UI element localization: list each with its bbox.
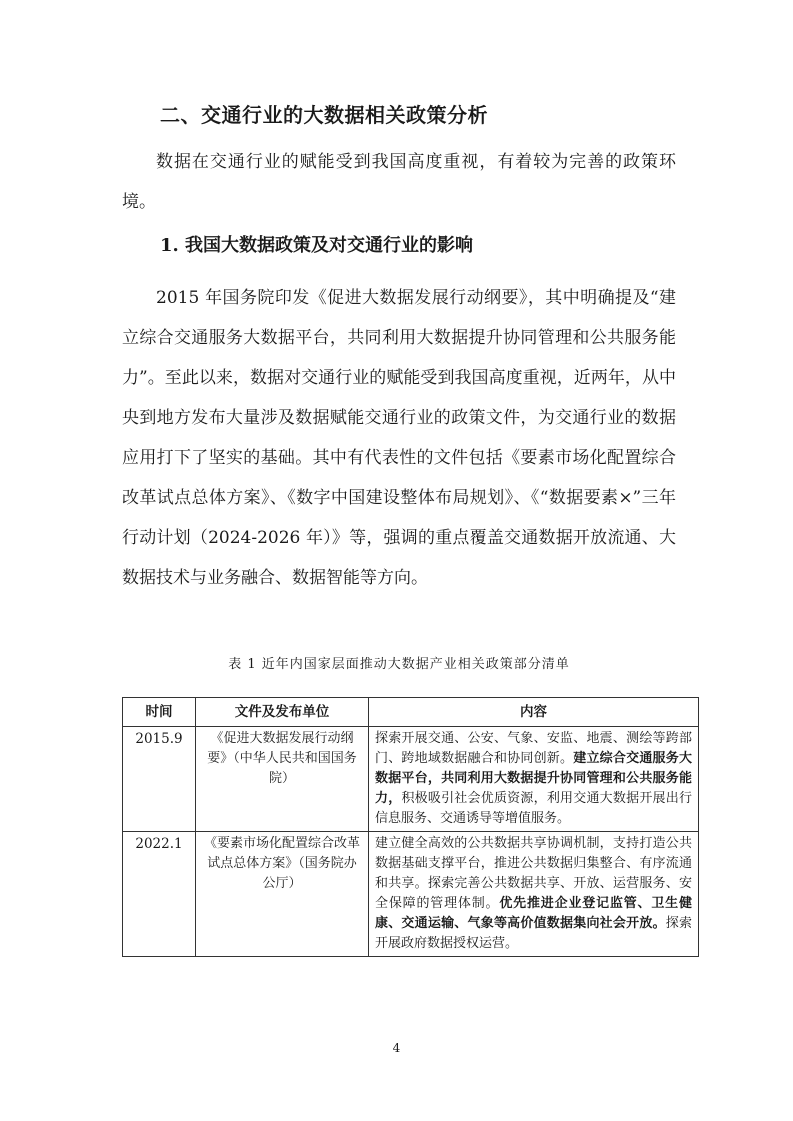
- subsection-heading: 1. 我国大数据政策及对交通行业的影响: [160, 235, 474, 256]
- column-header-content: 内容: [369, 698, 699, 727]
- content-emphasis: 建立综合交通服务大数据平台，共同利用大数据提升协同管理和公共服务能力，: [375, 751, 692, 806]
- content-text: 积极吸引社会优质资源，利用交通大数据开展出行信息服务、交通诱导等增值服务。: [375, 791, 692, 826]
- content-emphasis: 优先推进企业登记监管、卫生健康、交通运输、气象等高价值数据集向社会开放。: [375, 896, 692, 931]
- page-number: 4: [392, 1041, 401, 1055]
- row-time: 2022.1: [123, 832, 196, 957]
- table-row: [123, 727, 699, 832]
- row-time: 2015.9: [123, 727, 196, 832]
- row-content: [369, 832, 699, 957]
- content-text: 探索开展交通、公安、气象、安监、地震、测绘等跨部门、跨地域数据融合和协同创新。: [375, 731, 692, 766]
- column-header-time: 时间: [123, 698, 196, 727]
- row-content: [369, 727, 699, 832]
- row-document: 《要素市场化配置综合改革试点总体方案》（国务院办公厅）: [196, 832, 369, 957]
- row-document: 《促进大数据发展行动纲要》（中华人民共和国国务院）: [196, 727, 369, 832]
- intro-paragraph: 数据在交通行业的赋能受到我国高度重视，有着较为完善的政策环境。: [122, 152, 676, 212]
- policy-table: [122, 697, 699, 957]
- table-caption: 表 1 近年内国家层面推动大数据产业相关政策部分清单: [228, 657, 570, 672]
- section-heading: 二、交通行业的大数据相关政策分析: [160, 103, 488, 127]
- column-header-document: 文件及发布单位: [196, 698, 369, 727]
- table-row: [123, 832, 699, 957]
- body-paragraph: 2015 年国务院印发《促进大数据发展行动纲要》，其中明确提及“建立综合交通服务大数据平台，共同利用大数据提升协同管理和公共服务能力”。至此以来，数据对交通行业的赋能受到我国高度重视，近两年，从中央到地方发布大量涉及数据赋能交通行业的政策文件，为交通行业的数据应用打下了坚实的基础。其中有代表性的文件包括《要素市场化配置综合改革试点总体方案》、《数字中国建设整体布局规划》、《“数据要素×”三年行动计划（2024-2026 年）》等，强调的重点覆盖交通数据开放流通、大数据技术与业务融合、数据智能等方向。: [122, 288, 676, 588]
- table-header-row: [123, 698, 699, 727]
- content-text: 建立健全高效的公共数据共享协调机制，支持打造公共数据基础支撑平台，推进公共数据归集整合、有序流通和共享。探索完善公共数据共享、开放、运营服务、安全保障的管理体制。: [375, 836, 692, 911]
- content-text: 探索开展政府数据授权运营。: [375, 916, 692, 951]
